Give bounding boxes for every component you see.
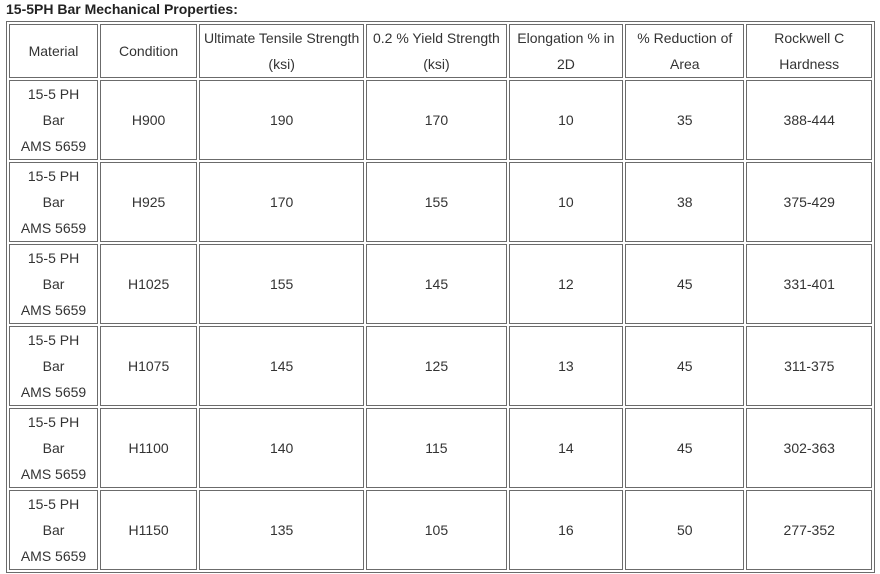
material-cell	[9, 80, 98, 160]
mechanical-properties-table	[6, 21, 875, 573]
column-header-ultimate-tensile-strength: Ultimate Tensile Strength (ksi)	[199, 24, 364, 78]
uts-cell: 140	[199, 408, 364, 488]
hardness-cell: 311-375	[746, 326, 872, 406]
material-spec: AMS 5659	[20, 220, 87, 236]
material-form: Bar	[42, 276, 65, 292]
table-row	[9, 490, 872, 570]
condition-cell: H900	[100, 80, 197, 160]
elongation-cell: 10	[509, 162, 623, 242]
material-grade: 15-5 PH	[27, 250, 80, 266]
material-form: Bar	[42, 112, 65, 128]
column-header-rockwell-c-hardness: Rockwell C Hardness	[746, 24, 872, 78]
table-row	[9, 80, 872, 160]
hardness-cell: 302-363	[746, 408, 872, 488]
hardness-cell: 331-401	[746, 244, 872, 324]
yield-cell: 105	[366, 490, 507, 570]
material-grade: 15-5 PH	[27, 414, 80, 430]
elongation-cell: 12	[509, 244, 623, 324]
table-title: 15-5PH Bar Mechanical Properties:	[6, 1, 238, 17]
uts-cell: 190	[199, 80, 364, 160]
uts-cell: 145	[199, 326, 364, 406]
yield-cell: 115	[366, 408, 507, 488]
reduction-cell: 45	[625, 408, 744, 488]
condition-cell: H1150	[100, 490, 197, 570]
elongation-cell: 13	[509, 326, 623, 406]
condition-cell: H1025	[100, 244, 197, 324]
table-row	[9, 244, 872, 324]
material-spec: AMS 5659	[20, 138, 87, 154]
material-spec: AMS 5659	[20, 548, 87, 564]
uts-cell: 135	[199, 490, 364, 570]
elongation-cell: 14	[509, 408, 623, 488]
column-header-material: Material	[9, 24, 98, 78]
material-spec: AMS 5659	[20, 384, 87, 400]
table-row	[9, 326, 872, 406]
material-form: Bar	[42, 522, 65, 538]
reduction-cell: 35	[625, 80, 744, 160]
material-cell	[9, 408, 98, 488]
column-header-condition: Condition	[100, 24, 197, 78]
hardness-cell: 277-352	[746, 490, 872, 570]
material-form: Bar	[42, 440, 65, 456]
reduction-cell: 38	[625, 162, 744, 242]
uts-cell: 155	[199, 244, 364, 324]
column-header-yield-strength: 0.2 % Yield Strength (ksi)	[366, 24, 507, 78]
header-row	[9, 24, 872, 78]
material-cell	[9, 162, 98, 242]
condition-cell: H1100	[100, 408, 197, 488]
reduction-cell: 50	[625, 490, 744, 570]
material-spec: AMS 5659	[20, 466, 87, 482]
material-grade: 15-5 PH	[27, 86, 80, 102]
yield-cell: 145	[366, 244, 507, 324]
condition-cell: H925	[100, 162, 197, 242]
hardness-cell: 375-429	[746, 162, 872, 242]
material-form: Bar	[42, 194, 65, 210]
elongation-cell: 16	[509, 490, 623, 570]
uts-cell: 170	[199, 162, 364, 242]
reduction-cell: 45	[625, 326, 744, 406]
material-grade: 15-5 PH	[27, 496, 80, 512]
reduction-cell: 45	[625, 244, 744, 324]
material-cell	[9, 326, 98, 406]
material-spec: AMS 5659	[20, 302, 87, 318]
material-cell	[9, 490, 98, 570]
material-grade: 15-5 PH	[27, 168, 80, 184]
yield-cell: 155	[366, 162, 507, 242]
material-form: Bar	[42, 358, 65, 374]
hardness-cell: 388-444	[746, 80, 872, 160]
yield-cell: 125	[366, 326, 507, 406]
yield-cell: 170	[366, 80, 507, 160]
column-header-reduction-of-area: % Reduction of Area	[625, 24, 744, 78]
elongation-cell: 10	[509, 80, 623, 160]
table-row	[9, 162, 872, 242]
material-cell	[9, 244, 98, 324]
material-grade: 15-5 PH	[27, 332, 80, 348]
column-header-elongation: Elongation % in 2D	[509, 24, 623, 78]
condition-cell: H1075	[100, 326, 197, 406]
table-row	[9, 408, 872, 488]
